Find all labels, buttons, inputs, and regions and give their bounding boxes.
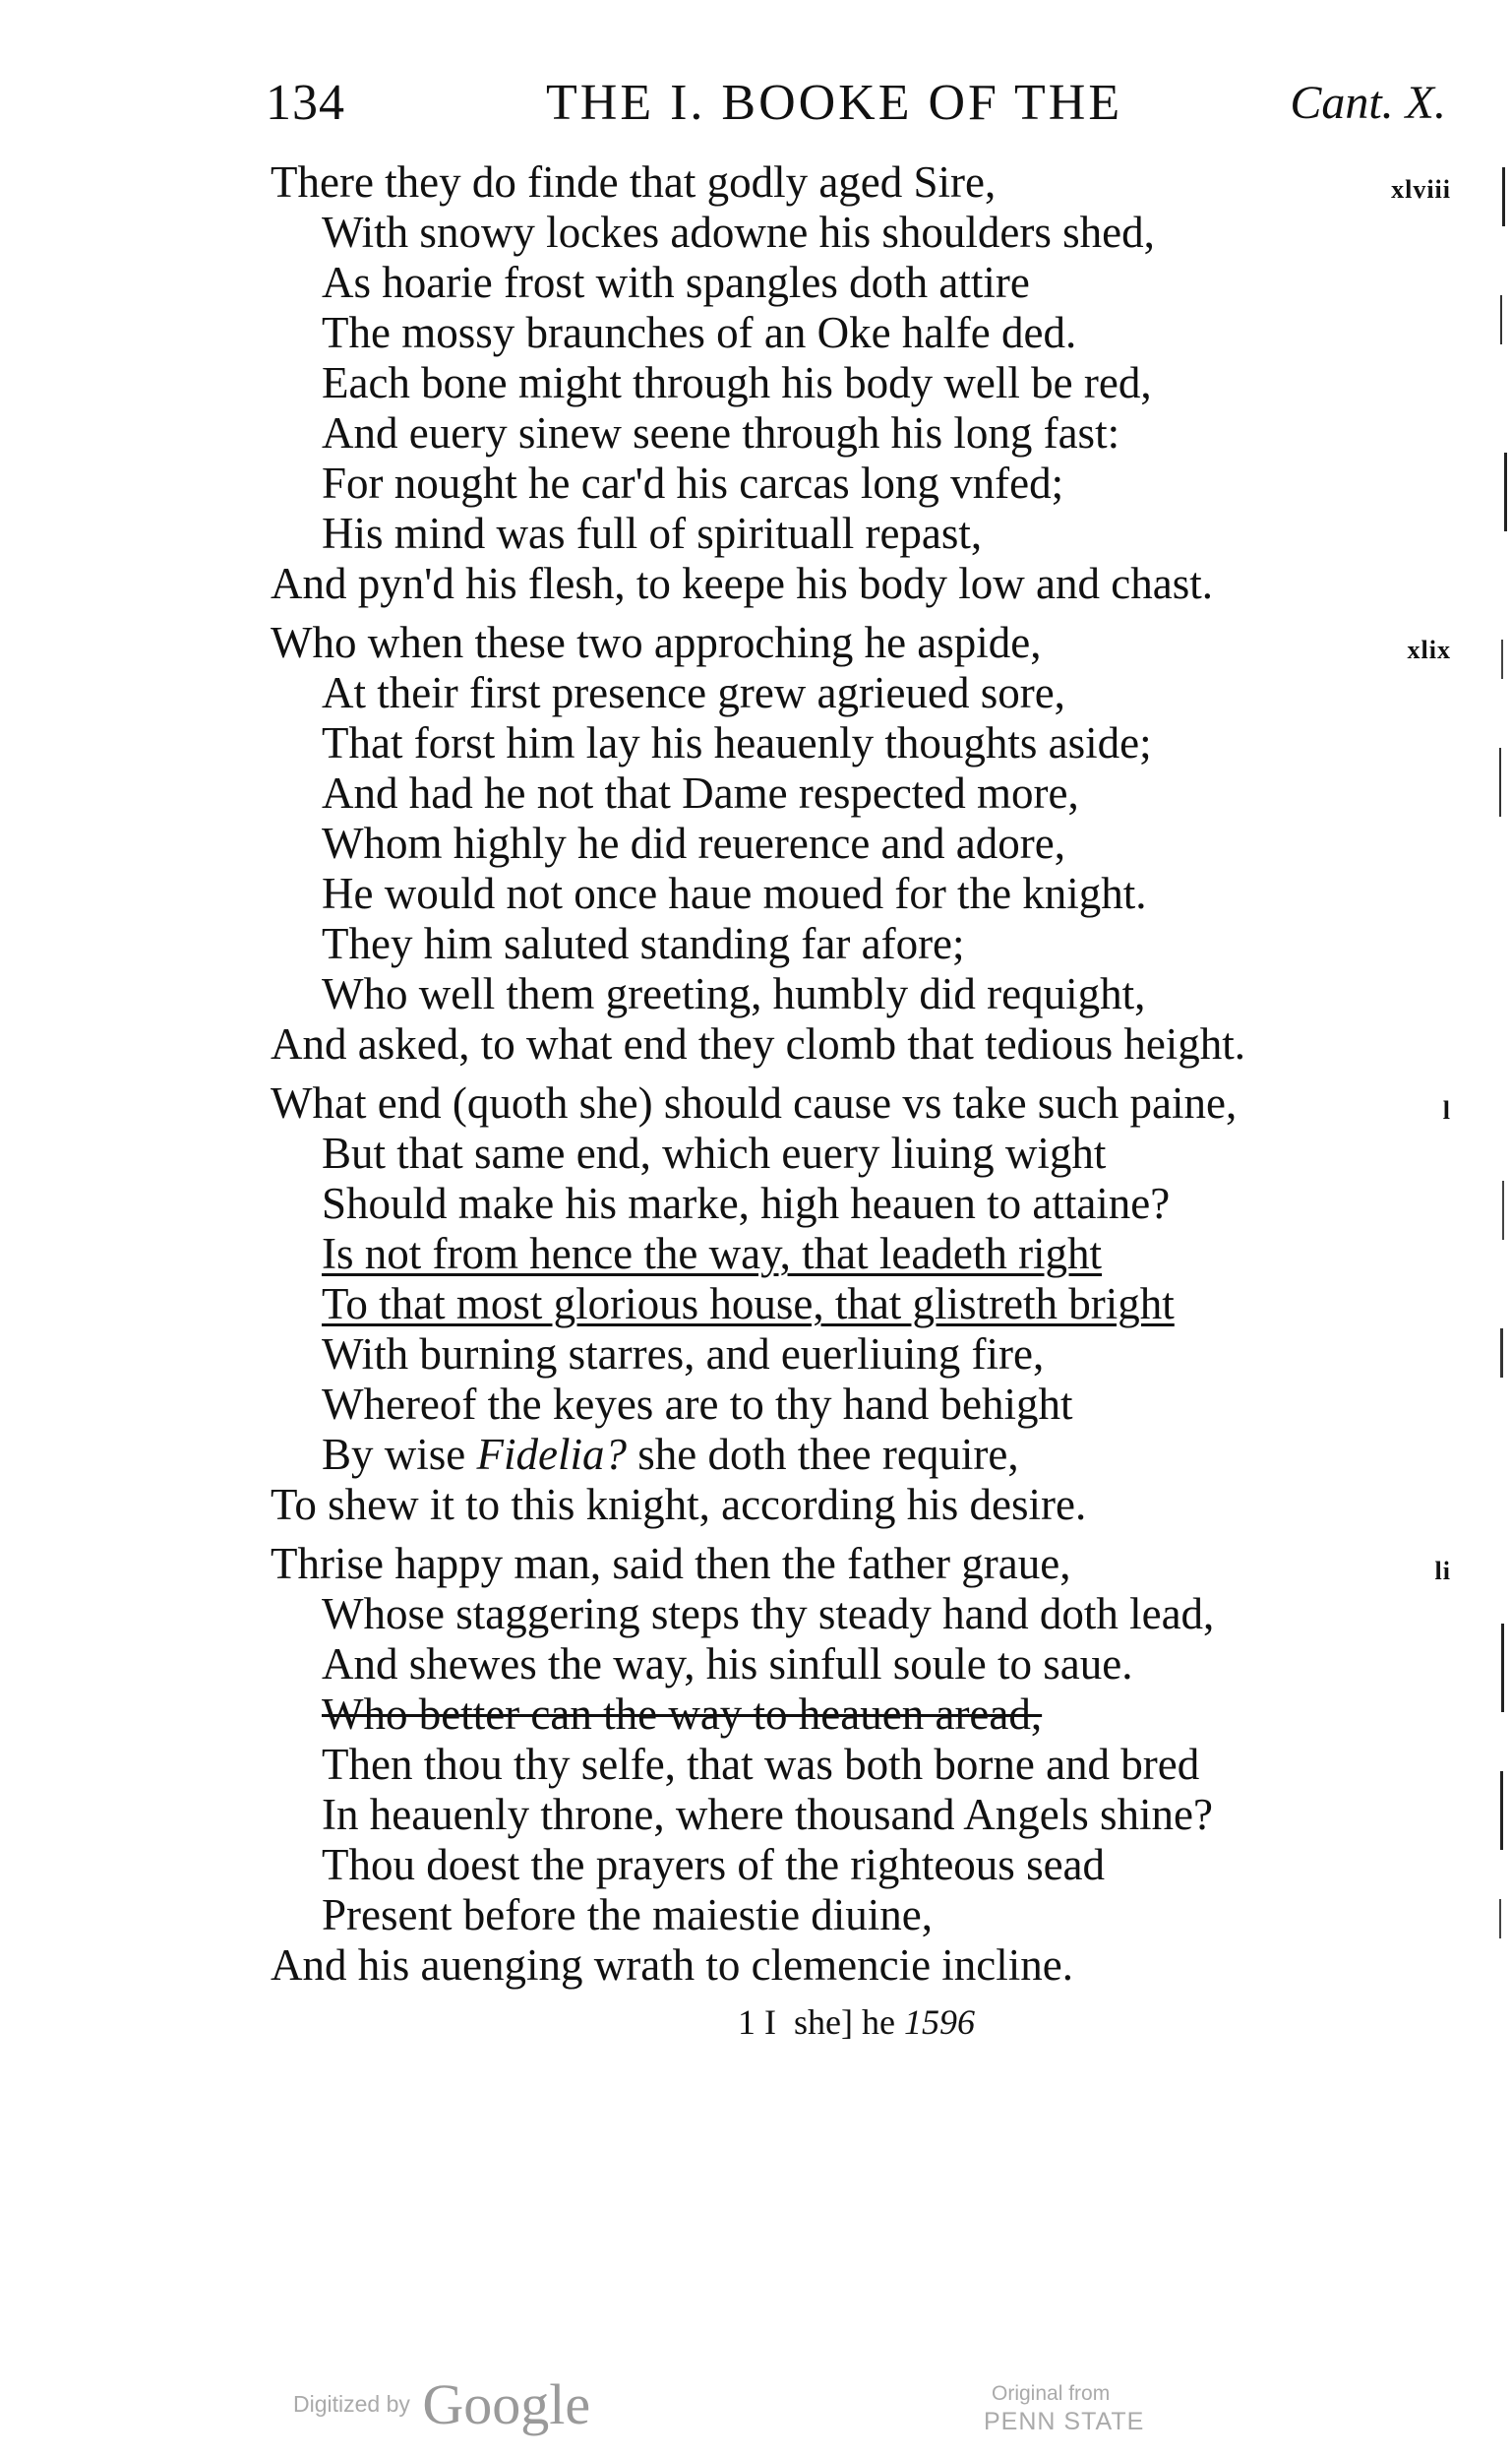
- stanza-xlix: [271, 618, 1451, 1070]
- footnote-year: 1596: [903, 2002, 975, 2042]
- original-from-watermark: [984, 2381, 1180, 2436]
- verse-line: Present before the maiestie diuine,: [322, 1890, 934, 1939]
- stanza-xlviii: [271, 157, 1451, 609]
- running-title: THE I. BOOKE OF THE: [546, 75, 1123, 131]
- handwritten-underline: To that most glorious house, that glistreth bright: [322, 1279, 1175, 1328]
- scan-edge-marks: [1482, 0, 1512, 2457]
- verse-line: There they do finde that godly aged Sire,: [271, 157, 997, 207]
- stanza-l: [271, 1078, 1451, 1530]
- digitized-by-label: Digitized by: [293, 2391, 410, 2417]
- verse-line: And his auenging wrath to clemencie incline.: [271, 1940, 1073, 1990]
- verse-line: Thou doest the prayers of the righteous sead: [322, 1840, 1106, 1889]
- verse-line: Who when these two approching he aspide,: [271, 618, 1042, 667]
- edge-mark: [1500, 295, 1502, 344]
- verse-text: she doth thee require,: [637, 1430, 1019, 1479]
- edge-mark: [1500, 1771, 1503, 1850]
- stanza-number: xlviii: [1391, 175, 1451, 204]
- original-from-label: Original from: [992, 2382, 1111, 2405]
- handwritten-strikethrough: Who better can the way to heauen aread,: [322, 1689, 1043, 1739]
- verse-line: Then thou thy selfe, that was both borne and bred: [322, 1740, 1200, 1789]
- verse-line: For nought he car'd his carcas long vnfed;: [322, 459, 1064, 508]
- edge-mark: [1499, 748, 1501, 817]
- verse-line: What end (quoth she) should cause vs take such paine,: [271, 1078, 1238, 1128]
- verse-line: Should make his marke, high heauen to attaine?: [322, 1179, 1171, 1228]
- footnote-text: she] he: [794, 2002, 895, 2042]
- edge-mark: [1499, 1899, 1501, 1938]
- institution-label: PENN STATE: [984, 2408, 1145, 2435]
- running-header: [266, 69, 1446, 138]
- verse-line: His mind was full of spirituall repast,: [322, 509, 983, 558]
- verse-line-struck: [271, 1689, 1451, 1740]
- stanza-number: xlix: [1407, 636, 1451, 664]
- verse-line: And had he not that Dame respected more,: [322, 768, 1079, 818]
- verse-line: Whereof the keyes are to thy hand behight: [322, 1380, 1073, 1429]
- handwritten-underline: Is not from hence the way, that leadeth right: [322, 1229, 1103, 1278]
- verse-line: The mossy braunches of an Oke halfe ded.: [322, 308, 1077, 357]
- verse-line: Each bone might through his body well be red,: [322, 358, 1152, 407]
- verse-line: That forst him lay his heauenly thoughts aside;: [322, 718, 1152, 768]
- verse-line: In heauenly throne, where thousand Angels shine?: [322, 1790, 1213, 1839]
- page-number: 134: [266, 75, 345, 131]
- verse-line: As hoarie frost with spangles doth attire: [322, 258, 1030, 307]
- edge-mark: [1502, 167, 1505, 226]
- verse-line: They him saluted standing far afore;: [322, 919, 965, 968]
- edge-mark: [1504, 453, 1507, 531]
- verse-text: By wise: [322, 1430, 466, 1479]
- italic-name: Fidelia?: [476, 1430, 627, 1479]
- verse-line-underlined: [271, 1229, 1451, 1279]
- verse-line-underlined: [271, 1279, 1451, 1329]
- verse-line: And pyn'd his flesh, to keepe his body low and chast.: [271, 559, 1213, 608]
- verse-line: Whom highly he did reuerence and adore,: [322, 819, 1065, 868]
- verse-line: And asked, to what end they clomb that tedious height.: [271, 1019, 1246, 1069]
- verse-line: To shew it to this knight, according his desire.: [271, 1480, 1087, 1529]
- stanza-number: li: [1434, 1557, 1451, 1585]
- google-logo: Google: [422, 2372, 591, 2436]
- stanza-number: l: [1442, 1096, 1451, 1125]
- edge-mark: [1500, 1328, 1503, 1378]
- verse-line: With burning starres, and euerliuing fire,: [322, 1329, 1045, 1379]
- verse-line: Whose staggering steps thy steady hand doth lead,: [322, 1589, 1215, 1638]
- edge-mark: [1501, 640, 1503, 679]
- verse-line: And euery sinew seene through his long fast:: [322, 408, 1120, 458]
- edge-mark: [1502, 1181, 1504, 1240]
- verse-line: With snowy lockes adowne his shoulders shed,: [322, 208, 1155, 257]
- verse-line: He would not once haue moued for the knight.: [322, 869, 1147, 918]
- stanza-li: [271, 1539, 1451, 1991]
- footnote-ref: 1 I: [738, 2002, 776, 2042]
- footnote: [738, 1997, 1131, 2047]
- canto-label: Cant. X.: [1290, 77, 1446, 129]
- verse-line: But that same end, which euery liuing wight: [322, 1129, 1107, 1178]
- digitized-watermark: [293, 2371, 590, 2440]
- verse-line: Who well them greeting, humbly did requight,: [322, 969, 1146, 1018]
- edge-mark: [1501, 1624, 1504, 1712]
- verse-line: [271, 1430, 1451, 1480]
- verse-line: And shewes the way, his sinfull soule to saue.: [322, 1639, 1133, 1689]
- verse-line: At their first presence grew agrieued sore,: [322, 668, 1065, 717]
- verse-line: Thrise happy man, said then the father graue,: [271, 1539, 1071, 1588]
